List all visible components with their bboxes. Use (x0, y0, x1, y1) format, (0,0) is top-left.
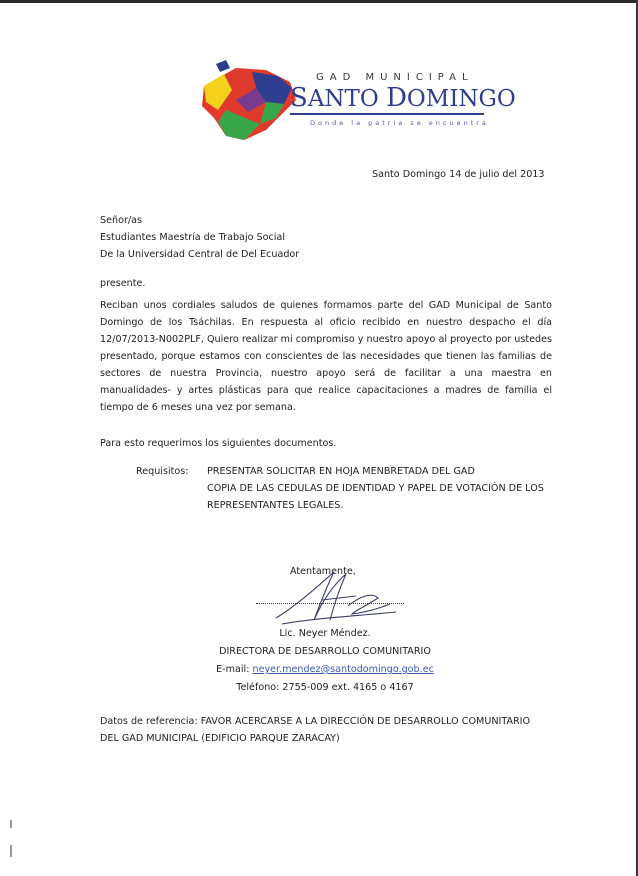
reference-line: Datos de referencia: FAVOR ACERCARSE A LA DIRECCIÓN DE DESARROLLO COMUNITARIO (100, 716, 531, 727)
org-line: GAD MUNICIPAL (316, 72, 474, 83)
org-name-part-2: OMINGO (406, 86, 516, 112)
org-rule (290, 113, 484, 115)
signatory-phone: Teléfono: 2755-009 ext. 4165 o 4167 (236, 682, 414, 693)
salutation: presente. (100, 278, 146, 289)
handwritten-signature (256, 566, 406, 628)
reference-line: DEL GAD MUNICIPAL (EDIFICIO PARQUE ZARACAY) (100, 733, 340, 744)
recipient-line: Señor/as (100, 215, 142, 226)
email-label: E-mail: (216, 664, 253, 675)
requirements-label: Requisitos: (136, 466, 189, 477)
scan-top-edge (0, 0, 638, 3)
signatory-name: Lic. Neyer Méndez. (279, 628, 371, 639)
requirements-list (207, 463, 544, 514)
email-link[interactable]: neyer.mendez@santodomingo.gob.ec (252, 664, 434, 675)
org-name-initial-2: D (386, 83, 407, 113)
requirement-item: PRESENTAR SOLICITAR EN HOJA MENBRETADA DEL GAD (207, 466, 475, 477)
requirement-item: COPIA DE LAS CEDULAS DE IDENTIDAD Y PAPEL DE VOTACIÓN DE LOS (207, 483, 544, 494)
body-paragraph: Reciban unos cordiales saludos de quienes formamos parte del GAD Municipal de Santo Domingo de los Tsáchilas. En respuesta al oficio recibido en nuestro despacho el día 12/07/2013-N002PLF, Quiero realizar mi compromiso y nuestro apoyo al proyecto por ustedes presentado, porque estamos con conscientes de las necesidades que tienen las familias de sectores de nuestra Provincia, nuestro apoyo será de facilitar a una maestra en manualidades- y artes plásticas para que realice capacitaciones a madres de familia el tiempo de 6 meses una vez por semana. (100, 300, 552, 413)
reference-block (100, 713, 530, 747)
signatory-title: DIRECTORA DE DESARROLLO COMUNITARIO (219, 646, 431, 657)
closing: Atentamente, (290, 566, 356, 577)
org-name-initial-1: S (290, 83, 308, 113)
recipient-line: De la Universidad Central de Del Ecuador (100, 249, 300, 260)
org-name (290, 83, 516, 113)
scan-mark (10, 845, 12, 857)
requirement-item: REPRESENTANTES LEGALES. (207, 500, 344, 511)
org-name-part-1: ANTO (307, 86, 387, 112)
org-tagline: Donde la patria se encuentra (310, 119, 489, 127)
signatory-block (200, 625, 450, 697)
recipient-line: Estudiantes Maestría de Trabajo Social (100, 232, 285, 243)
province-map-logo (196, 60, 300, 144)
signatory-email-line (200, 661, 450, 679)
body-paragraph: Para esto requerimos los siguientes documentos. (100, 438, 337, 449)
recipient-block (100, 212, 299, 263)
letter-date: Santo Domingo 14 de julio del 2013 (372, 169, 545, 180)
scan-mark (10, 820, 12, 828)
